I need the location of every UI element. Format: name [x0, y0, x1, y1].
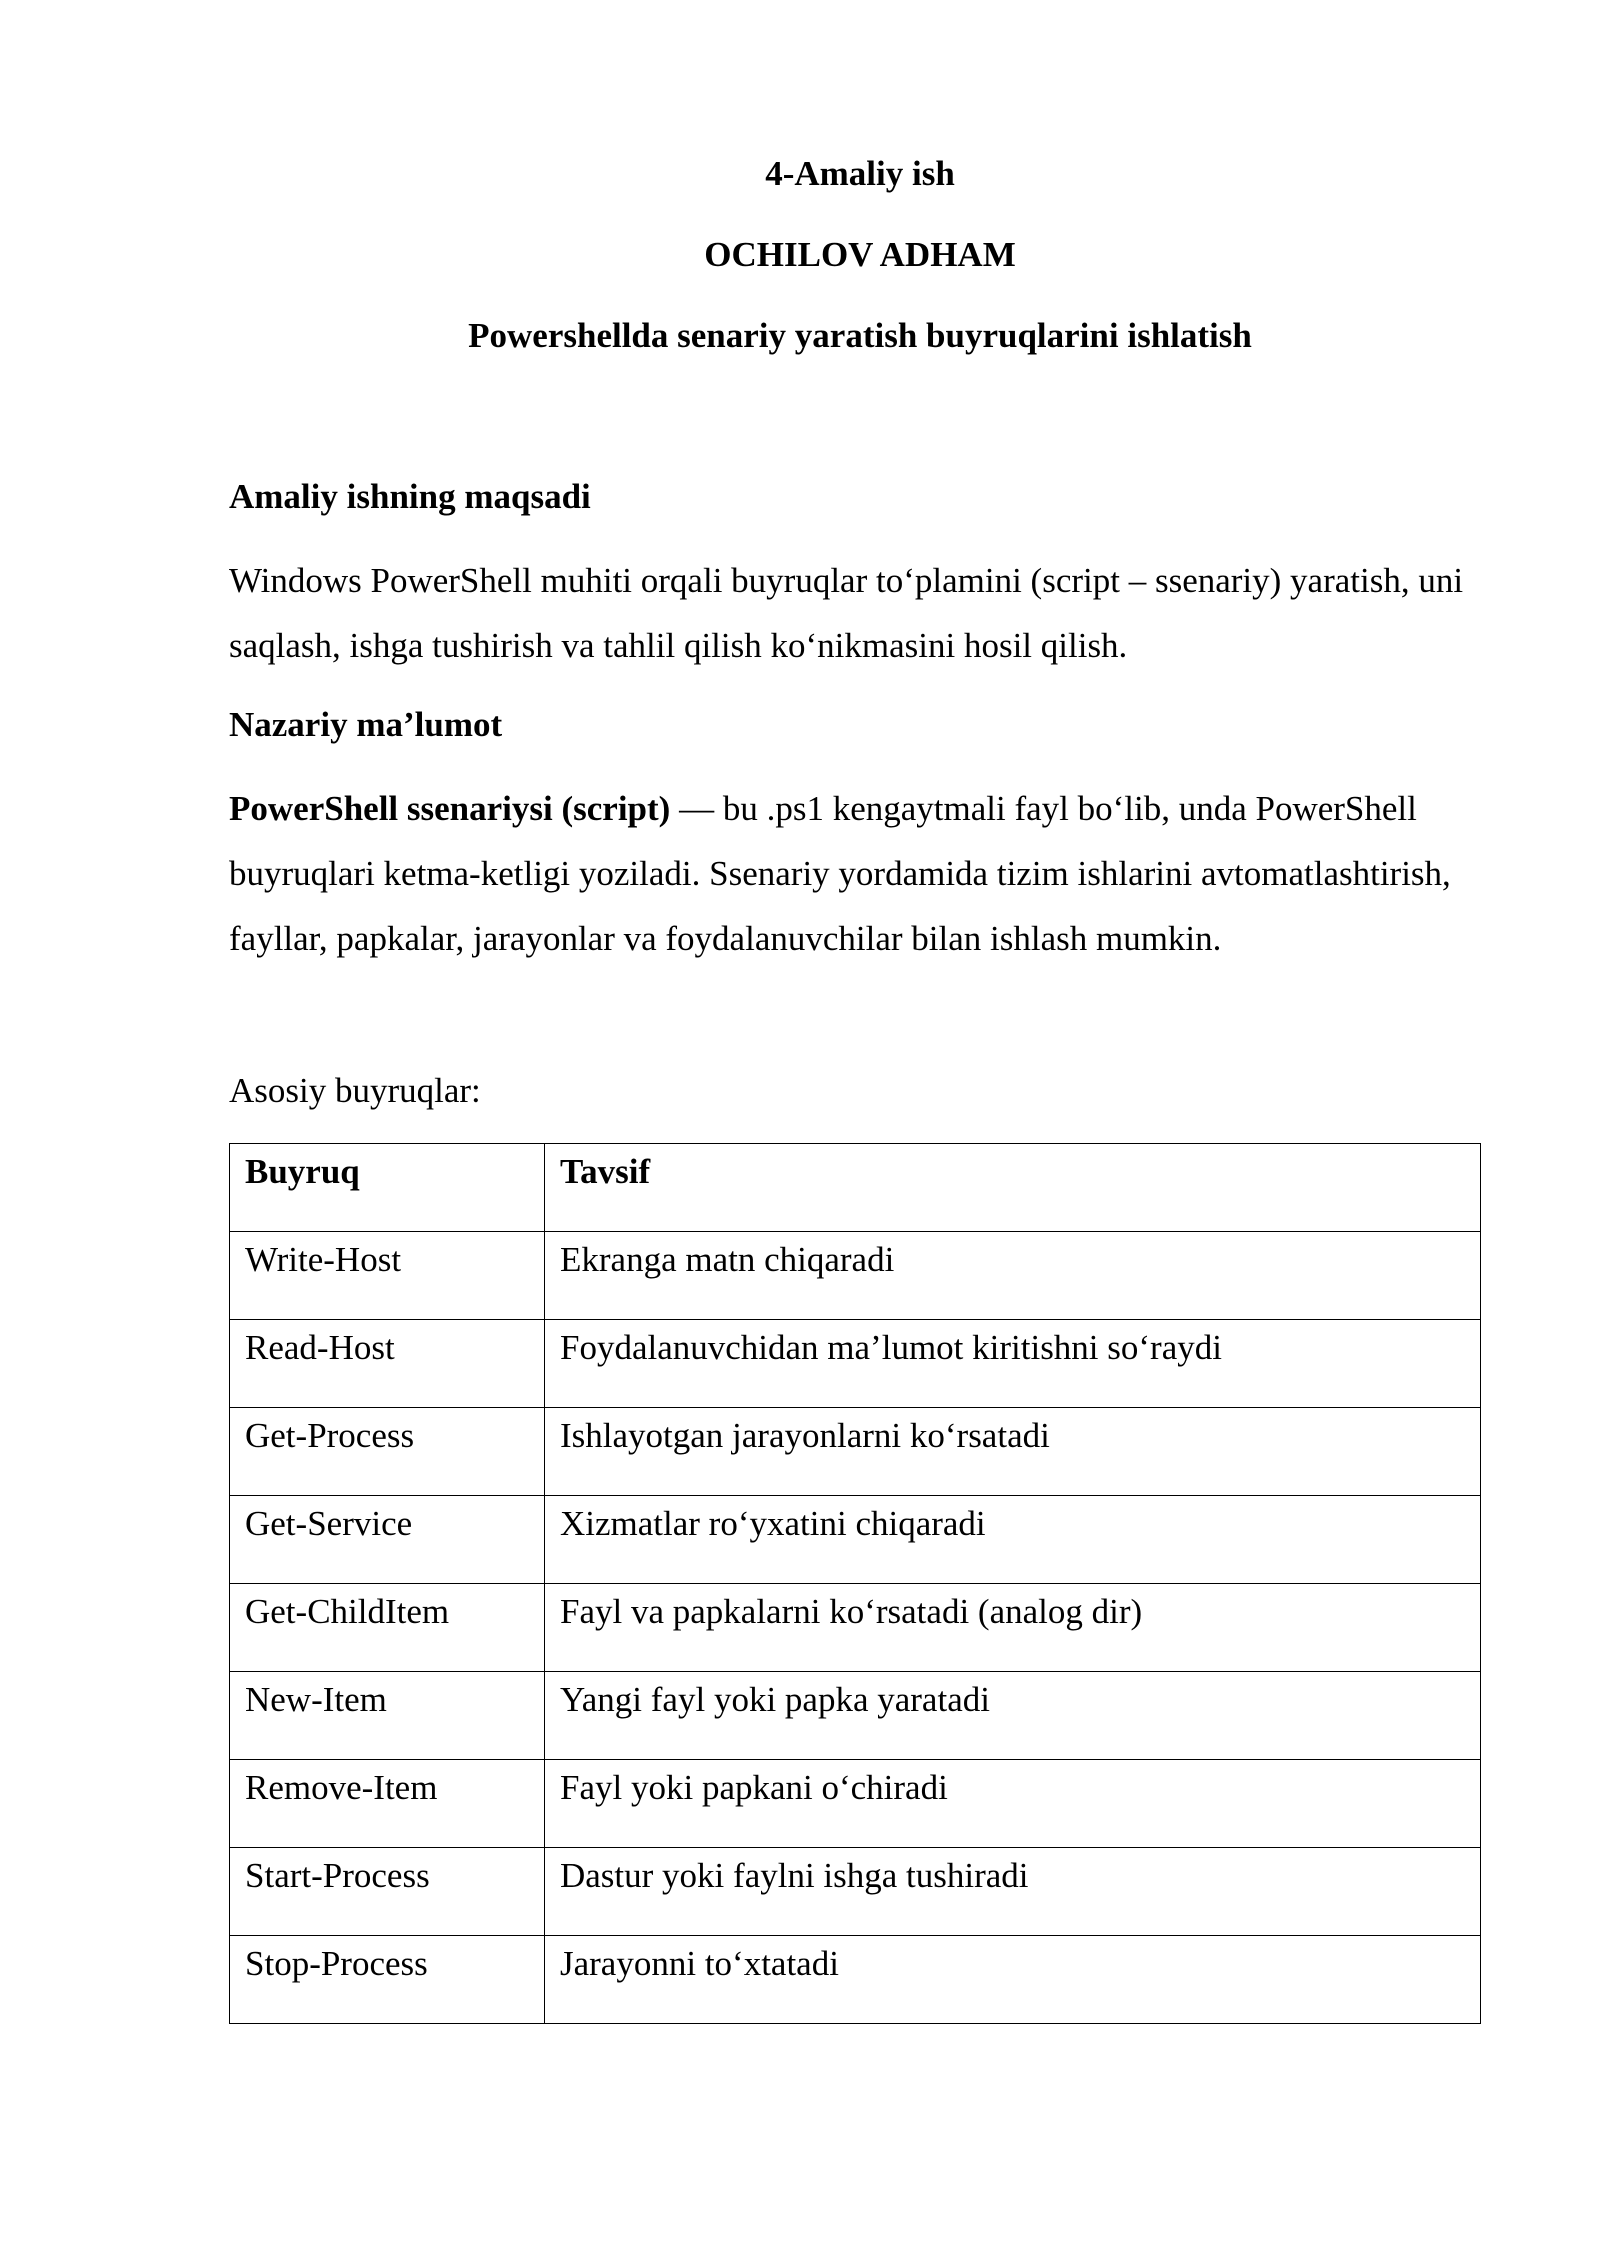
author-name: OCHILOV ADHAM	[704, 235, 1016, 274]
work-number-title: 4-Amaliy ish	[765, 154, 955, 193]
table-header-row	[230, 1144, 1481, 1232]
command-cell: New-Item	[230, 1672, 545, 1760]
theory-paragraph-wrap	[229, 776, 1479, 971]
topic-title: Powershellda senariy yaratish buyruqlarini ishlatish	[468, 316, 1252, 355]
table-row	[230, 1408, 1481, 1496]
goal-text: Windows PowerShell muhiti orqali buyruqlar to‘plamini (script – ssenariy) yaratish, uni saqlash, ishga tushirish va tahlil qilish ko‘nikmasini hosil qilish.	[229, 561, 1464, 665]
goal-heading: Amaliy ishning maqsadi	[229, 477, 591, 516]
table-row	[230, 1584, 1481, 1672]
description-cell: Fayl va papkalarni ko‘rsatadi (analog dir)	[545, 1584, 1481, 1672]
column-header-description: Tavsif	[545, 1144, 1481, 1232]
description-cell: Foydalanuvchidan ma’lumot kiritishni so‘raydi	[545, 1320, 1481, 1408]
table-row	[230, 1760, 1481, 1848]
goal-paragraph	[229, 548, 1479, 678]
commands-intro: Asosiy buyruqlar:	[229, 1071, 481, 1110]
table-row	[230, 1936, 1481, 2024]
command-cell: Stop-Process	[230, 1936, 545, 2024]
command-cell: Get-Service	[230, 1496, 545, 1584]
command-cell: Get-Process	[230, 1408, 545, 1496]
theory-paragraph	[229, 776, 1479, 971]
command-cell: Remove-Item	[230, 1760, 545, 1848]
theory-section	[229, 705, 1479, 745]
description-cell: Xizmatlar ro‘yxatini chiqaradi	[545, 1496, 1481, 1584]
table-row	[230, 1232, 1481, 1320]
table-row	[230, 1848, 1481, 1936]
command-cell: Get-ChildItem	[230, 1584, 545, 1672]
theory-lead: PowerShell ssenariysi (script)	[229, 789, 671, 828]
commands-intro-wrap	[229, 1058, 1479, 1123]
commands-table	[229, 1143, 1481, 2024]
goal-section	[229, 477, 1479, 517]
goal-paragraph-wrap	[229, 548, 1479, 678]
table-row	[230, 1496, 1481, 1584]
description-cell: Fayl yoki papkani o‘chiradi	[545, 1760, 1481, 1848]
command-cell: Write-Host	[230, 1232, 545, 1320]
table-row	[230, 1672, 1481, 1760]
table-row	[230, 1320, 1481, 1408]
description-cell: Jarayonni to‘xtatadi	[545, 1936, 1481, 2024]
description-cell: Dastur yoki faylni ishga tushiradi	[545, 1848, 1481, 1936]
column-header-command: Buyruq	[230, 1144, 545, 1232]
description-cell: Ishlayotgan jarayonlarni ko‘rsatadi	[545, 1408, 1481, 1496]
theory-heading: Nazariy ma’lumot	[229, 705, 503, 744]
description-cell: Ekranga matn chiqaradi	[545, 1232, 1481, 1320]
theory-text: — bu .ps1 kengaytmali fayl bo‘lib, unda PowerShell buyruqlari ketma-ketligi yoziladi. Ssenariy yordamida tizim ishlarini avtomatlashtirish, fayllar, papkalar, jarayonlar va foydalanuvchilar bilan ishlash mumkin.	[229, 789, 1451, 958]
description-cell: Yangi fayl yoki papka yaratadi	[545, 1672, 1481, 1760]
command-cell: Start-Process	[230, 1848, 545, 1936]
command-cell: Read-Host	[230, 1320, 545, 1408]
